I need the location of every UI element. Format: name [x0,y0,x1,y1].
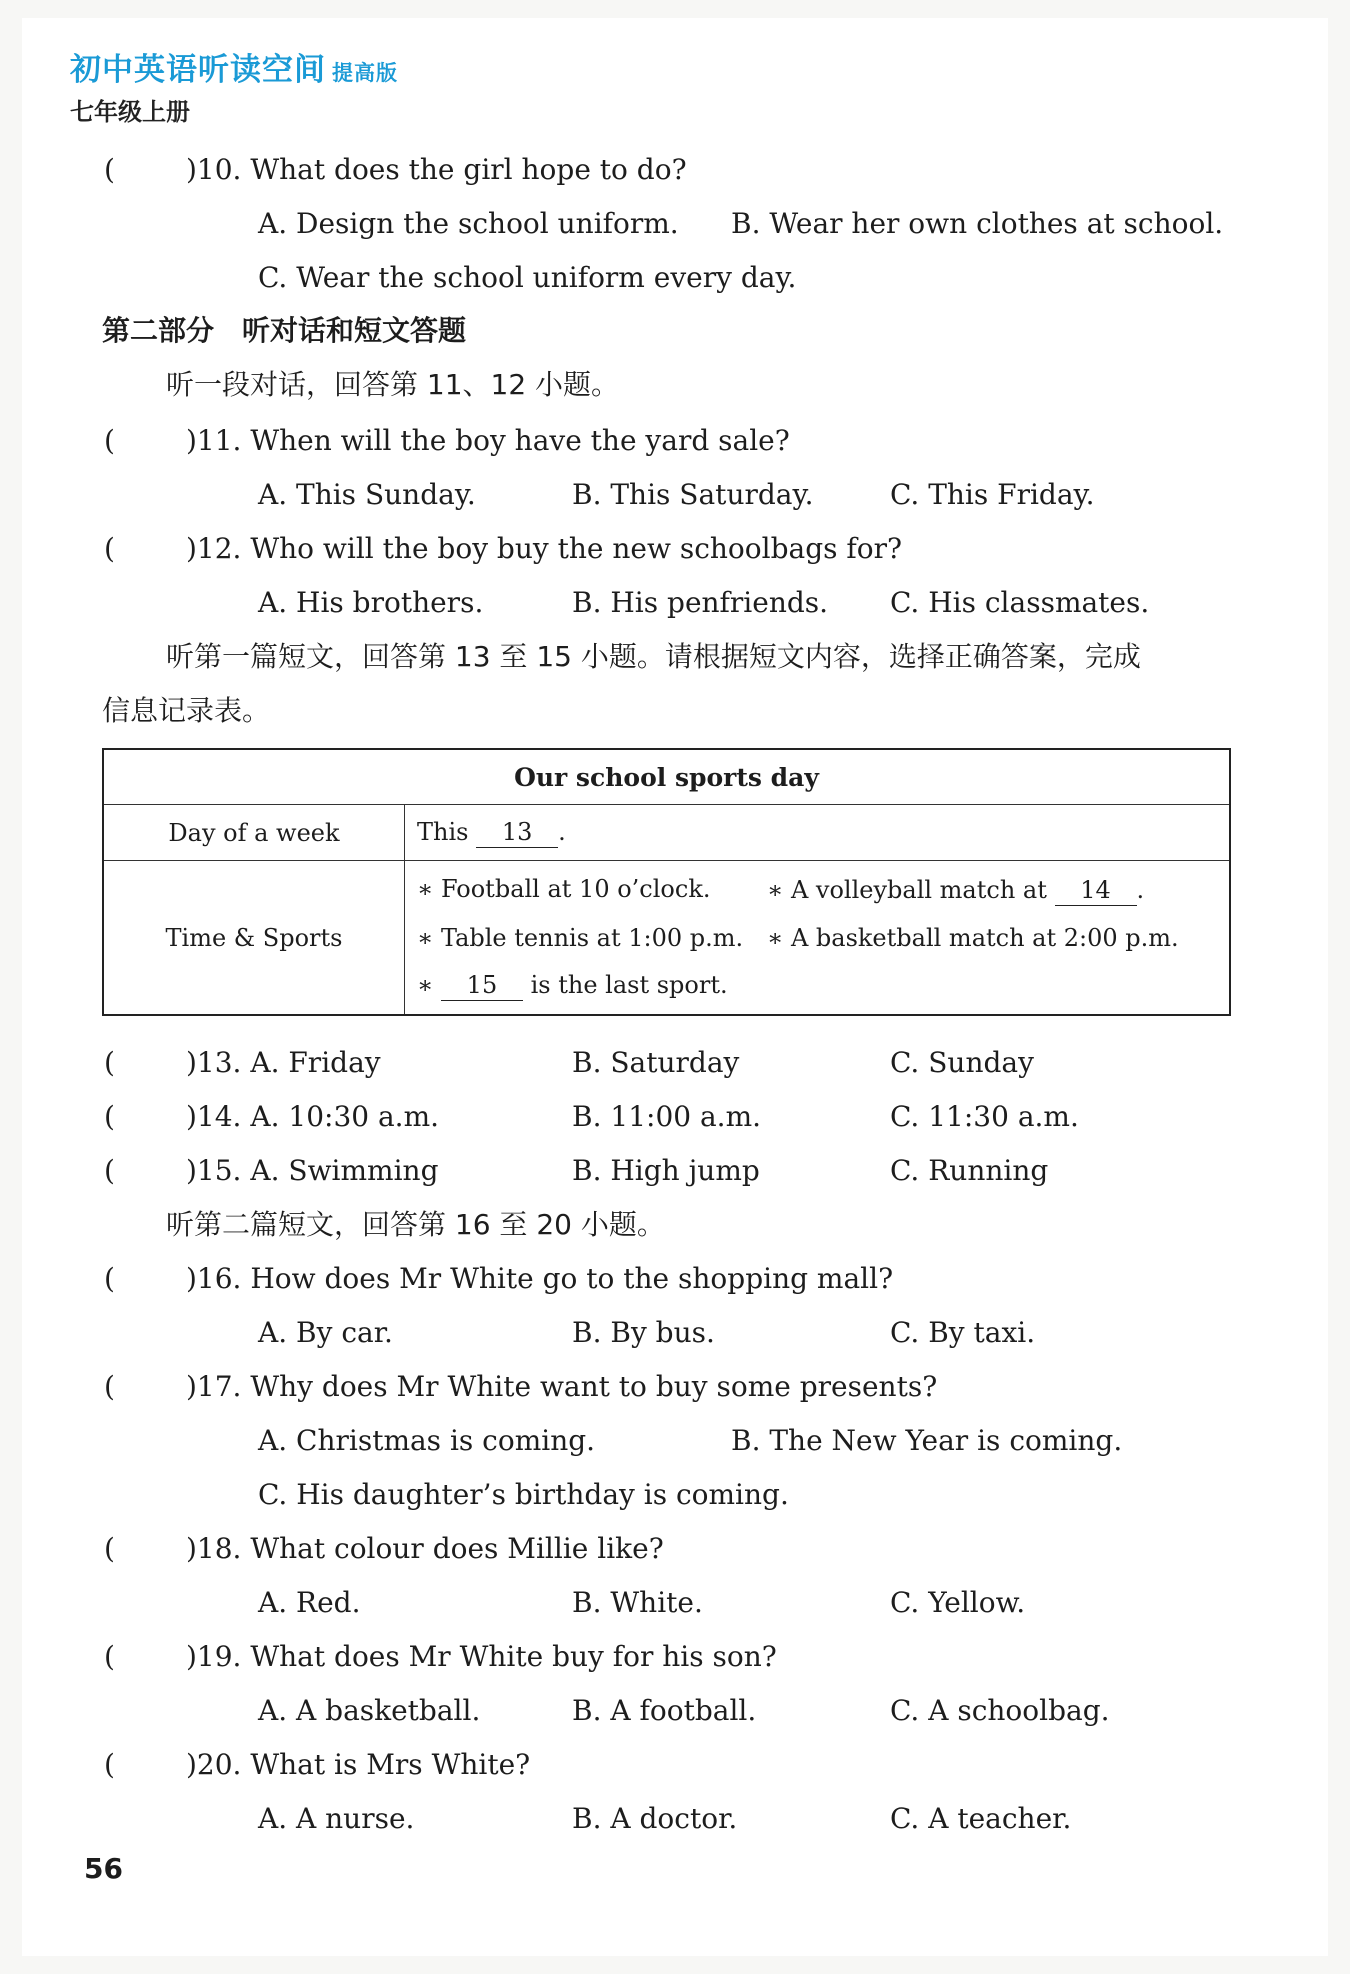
answer-paren[interactable]: ( [104,1262,115,1295]
question-13: )13. A. Friday [186,1046,381,1079]
option-13c: C. Sunday [890,1046,1034,1079]
blank-15[interactable]: 15 [441,970,523,1001]
option-11b: B. This Saturday. [572,478,814,511]
table-label-time: Time & Sports [103,861,405,1016]
option-16c: C. By taxi. [890,1316,1036,1349]
answer-paren[interactable]: ( [104,1046,115,1079]
section-title: 第二部分 听对话和短文答题 [102,314,467,347]
sport-item-basketball: ∗ A basketball match at 2:00 p.m. [767,923,1179,952]
book-edition: 提高版 [332,61,398,85]
option-20a: A. A nurse. [258,1802,415,1835]
option-15c: C. Running [890,1154,1049,1187]
answer-paren[interactable]: ( [104,424,115,457]
answer-paren[interactable]: ( [104,1748,115,1781]
table-cell-sports [405,861,1231,1016]
answer-paren[interactable]: ( [104,1100,115,1133]
option-17b: B. The New Year is coming. [731,1424,1123,1457]
blank-14[interactable]: 14 [1055,875,1137,906]
option-17a: A. Christmas is coming. [258,1424,596,1457]
sport-item-table-tennis: ∗ Table tennis at 1:00 p.m. [417,923,744,952]
book-title: 初中英语听读空间 提高版 [70,52,398,88]
table-title: Our school sports day [103,749,1230,805]
option-10a: A. Design the school uniform. [258,207,679,240]
option-13b: B. Saturday [572,1046,740,1079]
answer-paren[interactable]: ( [104,1154,115,1187]
option-19a: A. A basketball. [258,1694,481,1727]
option-19b: B. A football. [572,1694,757,1727]
book-grade: 七年级上册 [70,98,190,126]
option-18a: A. Red. [258,1586,361,1619]
answer-paren[interactable]: ( [104,153,115,186]
question-19: )19. What does Mr White buy for his son? [186,1640,777,1673]
option-10b: B. Wear her own clothes at school. [731,207,1224,240]
option-11c: C. This Friday. [890,478,1095,511]
instruction-2-cont: 信息记录表。 [102,694,271,727]
instruction-2: 听第一篇短文，回答第 13 至 15 小题。请根据短文内容，选择正确答案，完成 [166,640,1141,673]
option-18c: C. Yellow. [890,1586,1026,1619]
option-11a: A. This Sunday. [258,478,476,511]
question-10: )10. What does the girl hope to do? [186,153,687,186]
option-18b: B. White. [572,1586,703,1619]
option-19c: C. A schoolbag. [890,1694,1110,1727]
info-table [102,748,1231,1016]
answer-paren[interactable]: ( [104,1532,115,1565]
option-17c: C. His daughter’s birthday is coming. [258,1478,789,1511]
sport-item-last: ∗ 15 is the last sport. [417,970,728,999]
instruction-1: 听一段对话，回答第 11、12 小题。 [166,368,620,401]
option-10c: C. Wear the school uniform every day. [258,261,797,294]
blank-13[interactable]: 13 [476,817,558,848]
option-12c: C. His classmates. [890,586,1150,619]
answer-paren[interactable]: ( [104,532,115,565]
answer-paren[interactable]: ( [104,1370,115,1403]
sport-item-football: ∗ Football at 10 o’clock. [417,874,711,903]
question-18: )18. What colour does Millie like? [186,1532,664,1565]
question-11: )11. When will the boy have the yard sale? [186,424,790,457]
option-20b: B. A doctor. [572,1802,738,1835]
question-14: )14. A. 10:30 a.m. [186,1100,440,1133]
option-16a: A. By car. [258,1316,393,1349]
option-16b: B. By bus. [572,1316,715,1349]
page-number: 56 [84,1852,123,1885]
answer-paren[interactable]: ( [104,1640,115,1673]
question-17: )17. Why does Mr White want to buy some presents? [186,1370,938,1403]
option-14c: C. 11:30 a.m. [890,1100,1079,1133]
option-14b: B. 11:00 a.m. [572,1100,762,1133]
sport-item-volleyball: ∗ A volleyball match at 14 . [767,875,1145,904]
option-12a: A. His brothers. [258,586,484,619]
question-16: )16. How does Mr White go to the shopping mall? [186,1262,894,1295]
table-label-day: Day of a week [103,805,405,861]
instruction-3: 听第二篇短文，回答第 16 至 20 小题。 [166,1208,665,1241]
question-12: )12. Who will the boy buy the new schoolbags for? [186,532,903,565]
table-cell-day: This 13 . [405,805,1231,861]
option-15b: B. High jump [572,1154,760,1187]
option-12b: B. His penfriends. [572,586,829,619]
option-20c: C. A teacher. [890,1802,1072,1835]
question-15: )15. A. Swimming [186,1154,439,1187]
question-20: )20. What is Mrs White? [186,1748,531,1781]
